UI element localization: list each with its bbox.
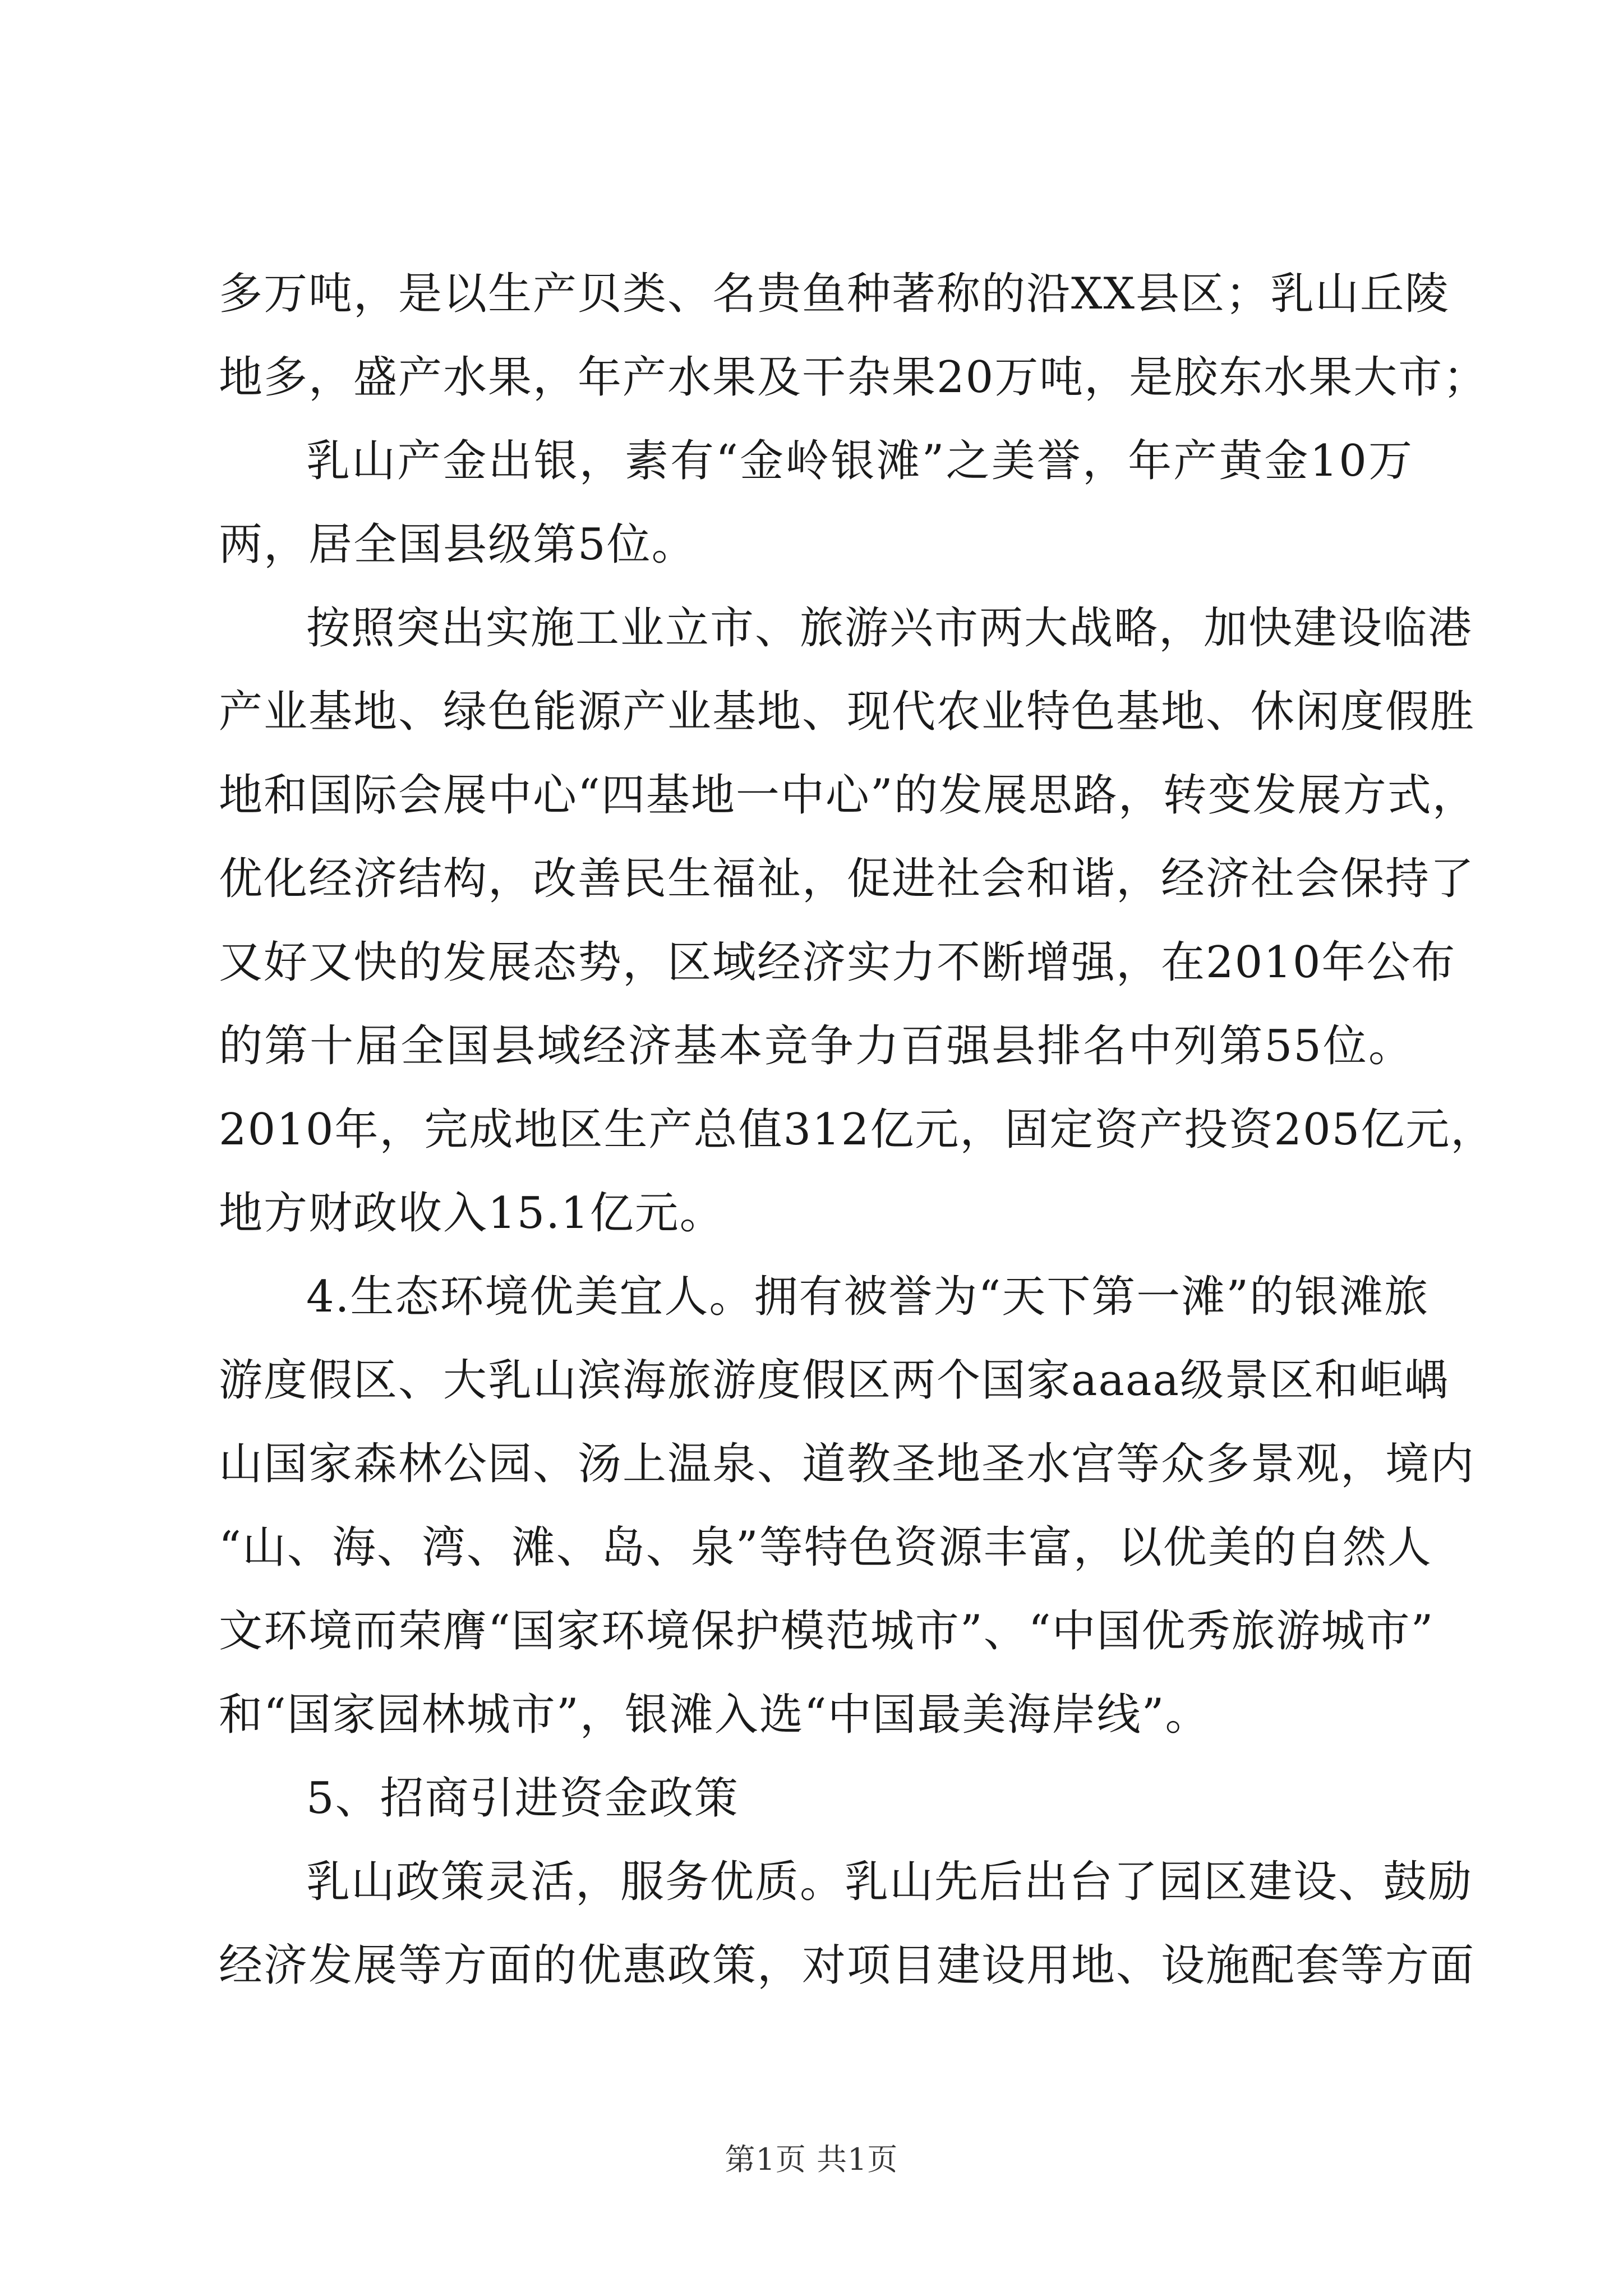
text-line: 多万吨，是以生产贝类、名贵鱼种著称的沿XX县区；乳山丘陵 xyxy=(219,269,1450,319)
section-heading: 5、招商引进资金政策 xyxy=(306,1773,739,1824)
text-line: 文环境而荣膺“国家环境保护模范城市”、“中国优秀旅游城市” xyxy=(219,1606,1435,1657)
text-line: 地和国际会展中心“四基地一中心”的发展思路，转变发展方式， xyxy=(219,770,1477,821)
page-number-footer: 第1页 共1页 xyxy=(725,2142,898,2177)
text-line: 的第十届全国县域经济基本竞争力百强县排名中列第55位。 xyxy=(219,1021,1413,1071)
text-line: 产业基地、绿色能源产业基地、现代农业特色基地、休闲度假胜 xyxy=(219,687,1476,737)
text-line: 山国家森林公园、汤上温泉、道教圣地圣水宫等众多景观，境内 xyxy=(219,1439,1476,1489)
text-line: 又好又快的发展态势，区域经济实力不断增强，在2010年公布 xyxy=(219,937,1456,988)
paragraph-start-line: 乳山产金出银，素有“金岭银滩”之美誉，年产黄金10万 xyxy=(306,436,1413,486)
paragraph-start-line: 乳山政策灵活，服务优质。乳山先后出台了园区建设、鼓励 xyxy=(306,1857,1473,1907)
text-line: 地多，盛产水果，年产水果及干杂果20万吨，是胶东水果大市； xyxy=(219,352,1488,403)
text-line: 优化经济结构，改善民生福祉，促进社会和谐，经济社会保持了 xyxy=(219,854,1476,904)
text-line: 游度假区、大乳山滨海旅游度假区两个国家aaaa级景区和岠嵎 xyxy=(219,1355,1450,1406)
document-body xyxy=(219,252,1496,2008)
text-line: 经济发展等方面的优惠政策，对项目建设用地、设施配套等方面 xyxy=(219,1940,1476,1991)
text-line: 2010年，完成地区生产总值312亿元，固定资产投资205亿元， xyxy=(219,1105,1496,1155)
text-line: “山、海、湾、滩、岛、泉”等特色资源丰富，以优美的自然人 xyxy=(219,1522,1432,1573)
paragraph-start-line: 按照突出实施工业立市、旅游兴市两大战略，加快建设临港 xyxy=(306,603,1473,654)
text-line: 和“国家园林城市”，银滩入选“中国最美海岸线”。 xyxy=(219,1690,1210,1740)
text-line: 两，居全国县级第5位。 xyxy=(219,519,697,570)
paragraph-start-line: 4.生态环境优美宜人。拥有被誉为“天下第一滩”的银滩旅 xyxy=(306,1272,1430,1322)
text-line: 地方财政收入15.1亿元。 xyxy=(219,1188,725,1239)
